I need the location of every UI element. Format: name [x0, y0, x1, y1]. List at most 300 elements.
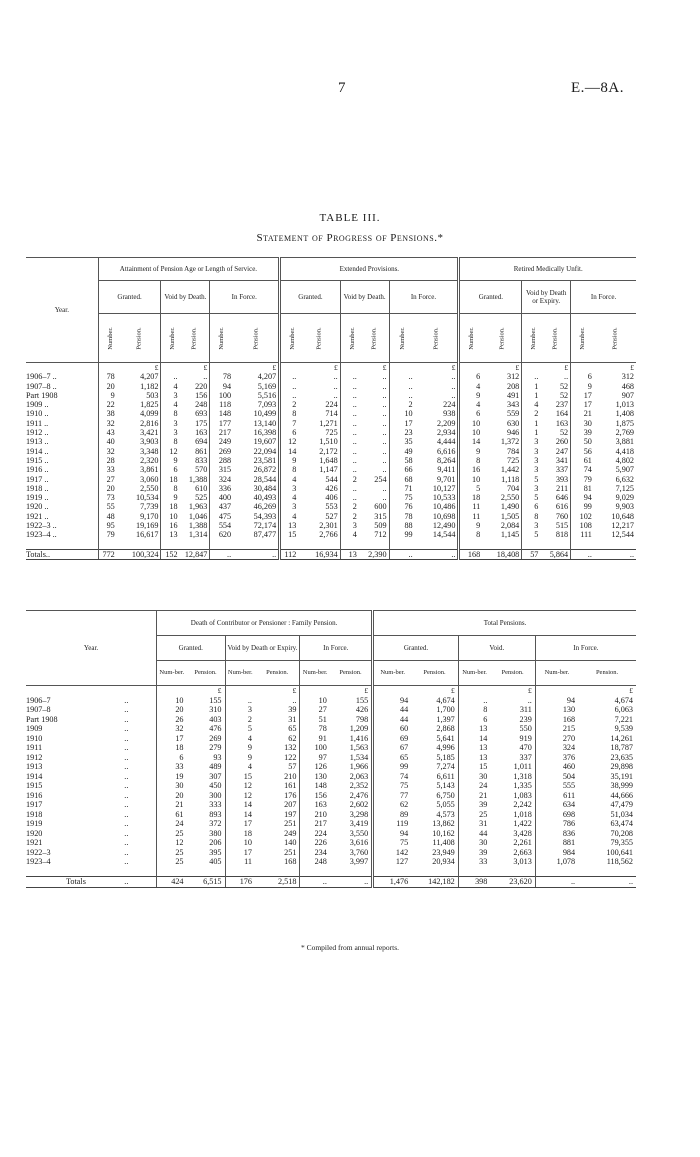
table-cell: 100	[210, 391, 233, 400]
table-cell: 13	[161, 530, 180, 539]
table-cell: 760	[555, 511, 569, 521]
table-row	[26, 512, 636, 521]
column-header-label: Number.	[530, 326, 538, 350]
table-cell: 40	[98, 437, 117, 446]
table-cell: 833	[195, 455, 208, 465]
table-cell: 94	[571, 493, 594, 502]
currency-symbol: £	[382, 363, 387, 372]
table-cell: 249	[210, 437, 233, 446]
row-leader-dots: ..	[122, 877, 156, 888]
table-cell: 450	[209, 781, 222, 790]
table-cell: 509	[374, 521, 387, 531]
table-cell: 2,352	[349, 781, 369, 790]
table-cell: 3	[522, 437, 541, 446]
sub-header: In Force.	[389, 281, 459, 314]
totals-cell: 1,476	[373, 877, 412, 888]
currency-symbol	[280, 363, 299, 373]
table-cell: 6	[459, 409, 482, 418]
column-header	[210, 314, 233, 363]
table-cell: 111	[571, 530, 594, 539]
year-header: Year.	[26, 258, 98, 363]
currency-symbol	[98, 363, 117, 373]
table-row	[26, 400, 636, 409]
row-leader-dots: ..	[124, 819, 129, 828]
table-cell: 44	[373, 705, 412, 715]
table-cell: 33	[157, 762, 187, 772]
table-cell: 2,868	[436, 724, 455, 733]
table-row	[26, 705, 636, 715]
totals-cell: 12,847	[180, 549, 210, 559]
table-cell: 10,648	[611, 511, 634, 521]
table-cell: 3,903	[140, 437, 159, 447]
column-header: Num-ber.	[300, 661, 330, 686]
row-leader-dots: ..	[124, 752, 129, 762]
currency-symbol: £	[203, 363, 208, 372]
table-cell: 544	[325, 474, 338, 484]
totals-cell: 168	[459, 549, 482, 559]
table-cell: 881	[535, 838, 578, 848]
table-cell: 376	[535, 753, 578, 763]
column-header-label: Number.	[169, 326, 177, 350]
table-cell: 288	[210, 456, 233, 465]
table-cell: 1,422	[513, 819, 532, 828]
sub-header: In Force.	[535, 636, 636, 661]
table-cell: 65	[288, 724, 297, 733]
table-cell: 211	[556, 483, 569, 493]
table-cell: 610	[195, 483, 208, 493]
table-cell: 4,207	[140, 372, 159, 382]
table-cell: 8	[161, 484, 180, 493]
table-cell: 164	[555, 409, 569, 419]
table-cell: 94	[210, 382, 233, 391]
table-cell: ..	[340, 447, 359, 456]
table-cell: 11	[459, 502, 482, 511]
table-cell: 35	[389, 437, 415, 446]
table-cell: 26	[157, 715, 187, 725]
sub-header: Void by Death or Expiry.	[225, 636, 300, 661]
totals-cell: ..	[300, 877, 330, 888]
table-cell: 15	[225, 772, 255, 782]
row-leader-dots: ..	[124, 838, 129, 847]
table-cell: 76	[389, 502, 415, 511]
table-cell: 8,264	[437, 455, 456, 465]
table-cell: 2	[225, 715, 255, 725]
currency-symbol: £	[272, 363, 277, 372]
table-cell: 15	[280, 530, 299, 539]
table-cell: 176	[284, 790, 297, 800]
table-row	[26, 382, 636, 391]
spacer-cell	[180, 540, 210, 550]
column-header: Pension.	[330, 661, 373, 686]
table-cell: 2,816	[140, 418, 159, 428]
column-header-label: Pension.	[432, 326, 440, 350]
table-cell: 5,641	[436, 733, 455, 743]
table-cell: 3	[522, 465, 541, 474]
table-cell: ..	[340, 484, 359, 493]
row-year: 1919	[26, 819, 43, 828]
table-cell: 260	[555, 437, 569, 447]
table-row	[26, 428, 636, 437]
table-cell: ..	[382, 409, 387, 419]
group-header-total: Total Pensions.	[373, 611, 636, 636]
table-cell: 6	[522, 502, 541, 511]
table-cell: 210	[284, 771, 297, 781]
table-cell: 2	[340, 512, 359, 521]
table-cell: 946	[506, 428, 520, 438]
table-cell: 155	[355, 695, 369, 705]
table-cell: 9	[161, 493, 180, 502]
table-cell: 118,562	[606, 857, 633, 866]
table-cell: 1	[522, 391, 541, 400]
table-cell: 224	[325, 400, 338, 410]
totals-cell: 18,408	[482, 549, 522, 559]
table-cell: 4	[280, 493, 299, 502]
table-row	[26, 419, 636, 428]
table-cell: 91	[300, 734, 330, 744]
spacer-cell	[359, 540, 389, 550]
table-cell: 3,760	[349, 847, 369, 857]
table-cell: 20	[98, 484, 117, 493]
row-year: 1913 ..	[26, 437, 49, 447]
spacer-cell	[298, 540, 340, 550]
table-cell: 78	[210, 372, 233, 381]
table-cell: 78	[300, 724, 330, 734]
table-row	[26, 437, 636, 446]
table-cell: 119	[373, 819, 412, 829]
totals-cell: ..	[594, 549, 636, 559]
table-cell: 11	[225, 857, 255, 867]
table-row	[26, 465, 636, 474]
table-cell: 3	[225, 705, 255, 715]
table-cell: 2	[280, 400, 299, 409]
table-cell: 9,539	[614, 724, 633, 733]
table-cell: 248	[300, 857, 330, 867]
table-cell: 66	[389, 465, 415, 474]
table-cell: 56	[571, 447, 594, 456]
table-cell: 4,573	[436, 809, 455, 819]
table-cell: 18	[161, 475, 180, 484]
table-cell: 307	[209, 771, 222, 781]
table-cell: 2,172	[319, 446, 338, 456]
table-cell: 28	[98, 456, 117, 465]
table-cell: 554	[210, 521, 233, 530]
row-year: Part 1908	[26, 714, 58, 724]
table-cell: 249	[284, 828, 297, 838]
table-cell: 504	[535, 772, 578, 782]
row-year: 1909	[26, 724, 43, 733]
table-cell: 3,348	[140, 446, 159, 456]
column-header	[359, 314, 389, 363]
currency-symbol	[373, 686, 412, 696]
column-header	[98, 314, 117, 363]
table-cell: ..	[451, 372, 456, 382]
column-header-label: Number.	[398, 326, 406, 350]
table-cell: 4	[280, 512, 299, 521]
totals-cell: ..	[578, 877, 636, 888]
table-cell: 30,484	[253, 483, 277, 493]
spacer-cell	[389, 540, 415, 550]
table-cell: 12	[225, 781, 255, 791]
row-year: 1907–8 ..	[26, 381, 57, 391]
table-cell: 630	[506, 418, 520, 428]
table-cell: 324	[535, 743, 578, 753]
table-cell: 1	[522, 382, 541, 391]
table-cell: 5,516	[257, 390, 277, 400]
row-year: Part 1908	[26, 390, 58, 400]
table-cell: 491	[506, 390, 520, 400]
table-cell: 197	[284, 809, 297, 819]
row-leader-dots: ..	[124, 762, 129, 771]
table-cell: 343	[506, 400, 520, 410]
table-cell: 1,442	[500, 465, 520, 475]
pensions-table-lower	[26, 610, 636, 888]
table-cell: 10	[300, 696, 330, 706]
table-cell: 468	[621, 381, 634, 391]
table-row	[26, 715, 636, 725]
table-cell: 1,490	[500, 502, 520, 512]
table-row	[26, 829, 636, 839]
currency-symbol: £	[364, 686, 369, 695]
sub-header: Granted.	[98, 281, 161, 314]
totals-cell: 142,182	[411, 877, 458, 888]
row-leader-dots: ..	[124, 695, 129, 705]
table-cell: 6,750	[436, 790, 455, 800]
currency-symbol	[300, 686, 330, 696]
totals-cell: 13	[340, 549, 359, 559]
currency-symbol	[389, 363, 415, 373]
row-year: 1918	[26, 809, 43, 819]
sub-header: Granted.	[157, 636, 225, 661]
table-cell: 22	[98, 400, 117, 409]
row-year: 1906–7	[26, 695, 51, 705]
spacer-cell	[300, 867, 330, 877]
column-header-label: Number.	[106, 326, 114, 350]
table-cell: 75	[389, 493, 415, 502]
table-cell: 3	[522, 484, 541, 493]
spacer-cell	[411, 867, 458, 877]
table-cell: 9	[161, 456, 180, 465]
row-leader-dots: ..	[124, 724, 129, 733]
row-leader-dots: ..	[124, 790, 129, 800]
table-cell: 3,997	[349, 857, 369, 866]
spacer-cell	[571, 540, 594, 550]
column-header: Pension.	[255, 661, 300, 686]
sub-header: Void by Death or Expiry.	[522, 281, 571, 314]
table-cell: 163	[300, 800, 330, 810]
table-cell: 99	[373, 762, 412, 772]
table-cell: 5,143	[436, 781, 455, 790]
table-cell: ..	[340, 372, 359, 381]
table-cell: 270	[535, 734, 578, 744]
table-cell: 725	[506, 455, 520, 465]
table-cell: 217	[300, 819, 330, 829]
table-cell: 4,674	[614, 695, 633, 705]
table-cell: 78	[98, 372, 117, 381]
totals-cell: 16,934	[298, 549, 340, 559]
table-cell: 18,787	[610, 743, 633, 752]
spacer-cell	[594, 540, 636, 550]
table-cell: 99	[571, 502, 594, 511]
table-row	[26, 810, 636, 820]
column-header-label: Number.	[468, 326, 476, 350]
table-cell: 14	[225, 810, 255, 820]
totals-cell: 2,518	[255, 877, 300, 888]
table-cell: 25	[458, 810, 490, 820]
table-cell: 22,094	[253, 446, 277, 456]
table-cell: 1,963	[188, 502, 208, 512]
currency-symbol	[340, 363, 359, 373]
table-cell: ..	[382, 381, 387, 391]
row-leader-dots: ..	[124, 743, 129, 752]
table-cell: ..	[382, 390, 387, 400]
totals-cell: 772	[98, 549, 117, 559]
column-header-label: Pension.	[498, 326, 506, 350]
table-cell: 28,544	[253, 474, 277, 484]
table-cell: 6,632	[615, 474, 634, 484]
table-cell: 9	[571, 382, 594, 391]
column-header	[280, 314, 299, 363]
row-year: 1920 ..	[26, 502, 49, 512]
spacer-cell	[26, 867, 122, 877]
table-cell: 47,479	[610, 800, 633, 809]
spacer-cell	[459, 540, 482, 550]
table-cell: 94	[373, 829, 412, 839]
table-cell: 30	[571, 419, 594, 428]
row-year: 1919 ..	[26, 493, 49, 503]
table-cell: 8	[280, 409, 299, 418]
table-row	[26, 848, 636, 858]
table-cell: 208	[506, 381, 520, 391]
table-cell: 6,611	[436, 771, 455, 781]
table-cell: 48	[98, 512, 117, 521]
table-cell: 35,191	[610, 771, 633, 781]
row-year: 1911	[26, 743, 43, 752]
table-cell: 337	[519, 752, 532, 762]
table-cell: 44,666	[610, 790, 633, 800]
table-cell: 79	[571, 475, 594, 484]
column-header: Num-ber.	[373, 661, 412, 686]
group-header-extended: Extended Provisions.	[280, 258, 459, 281]
footnote: * Compiled from annual reports.	[300, 943, 400, 952]
table-cell: 1,271	[319, 418, 338, 428]
spacer-cell	[490, 867, 535, 877]
spacer-cell	[373, 867, 412, 877]
table-cell: 12,490	[432, 521, 456, 531]
table-cell: 39	[288, 705, 297, 714]
table-cell: 4,996	[436, 743, 455, 752]
table-cell: 3,881	[615, 437, 634, 447]
table-cell: 393	[555, 474, 569, 484]
table-cell: 226	[300, 838, 330, 848]
table-cell: 372	[209, 819, 222, 828]
table-cell: 19,169	[135, 521, 159, 531]
table-cell: 1,372	[500, 437, 520, 447]
table-cell: 13	[280, 521, 299, 530]
spacer-cell	[255, 867, 300, 877]
table-cell: ..	[340, 419, 359, 428]
table-cell: ..	[280, 372, 299, 381]
table-cell: ..	[527, 695, 532, 705]
table-cell: 6	[161, 465, 180, 474]
currency-symbol: £	[528, 686, 532, 695]
table-cell: 224	[443, 400, 456, 410]
table-cell: 51,034	[610, 809, 633, 819]
table-cell: 600	[374, 502, 387, 512]
table-cell: 1,145	[500, 530, 520, 540]
table-cell: ..	[458, 696, 490, 706]
table-cell: 239	[519, 714, 532, 724]
table-cell: 2,063	[349, 771, 369, 781]
table-cell: 7,125	[615, 483, 634, 493]
row-year: 1920	[26, 828, 43, 838]
table-cell: 27	[300, 705, 330, 715]
table-cell: 1,314	[188, 530, 208, 540]
spacer-cell	[578, 867, 636, 877]
table-cell: 8	[161, 409, 180, 418]
column-header-label: Pension.	[370, 326, 378, 350]
table-cell: 1,335	[513, 781, 532, 790]
table-cell: ..	[564, 372, 569, 382]
table-cell: ..	[382, 483, 387, 493]
column-header	[415, 314, 459, 363]
table-cell: ..	[161, 372, 180, 381]
table-cell: 20	[98, 382, 117, 391]
table-cell: 310	[209, 705, 222, 714]
table-cell: ..	[382, 418, 387, 428]
table-cell: ..	[340, 437, 359, 446]
table-row	[26, 696, 636, 706]
table-cell: 17	[571, 391, 594, 400]
table-cell: 7,739	[140, 502, 159, 512]
column-header	[594, 314, 636, 363]
column-header: Pension.	[578, 661, 636, 686]
row-year: 1923–4	[26, 857, 51, 866]
table-cell: 476	[209, 724, 222, 733]
column-header: Pension.	[490, 661, 535, 686]
row-leader-dots: ..	[124, 847, 129, 857]
table-cell: 247	[555, 446, 569, 456]
table-cell: 75	[373, 781, 412, 791]
column-header	[389, 314, 415, 363]
table-cell: 1,118	[501, 474, 520, 484]
table-cell: 13,862	[432, 819, 455, 828]
table-cell: ..	[389, 391, 415, 400]
spacer-cell	[161, 540, 180, 550]
table-cell: 30	[458, 838, 490, 848]
table-cell: 2,301	[319, 521, 338, 531]
table-cell: 49	[389, 447, 415, 456]
table-cell: 25	[157, 829, 187, 839]
spacer-cell	[157, 867, 187, 877]
table-cell: 14,544	[432, 530, 456, 540]
table-cell: 33	[98, 465, 117, 474]
totals-cell: 176	[225, 877, 255, 888]
table-cell: 10	[459, 475, 482, 484]
row-leader-dots: ..	[124, 809, 129, 819]
row-year: 1921 ..	[26, 511, 49, 521]
table-cell: 9,903	[615, 502, 634, 512]
table-cell: ..	[340, 409, 359, 418]
currency-symbol: £	[515, 363, 520, 372]
table-cell: 4	[340, 530, 359, 539]
column-header	[482, 314, 522, 363]
table-cell: 1,209	[349, 724, 369, 733]
table-cell: ..	[333, 390, 338, 400]
table-row	[26, 456, 636, 465]
table-cell: ..	[451, 381, 456, 391]
row-leader-dots: ..	[124, 828, 129, 838]
table-cell: 65	[373, 753, 412, 763]
